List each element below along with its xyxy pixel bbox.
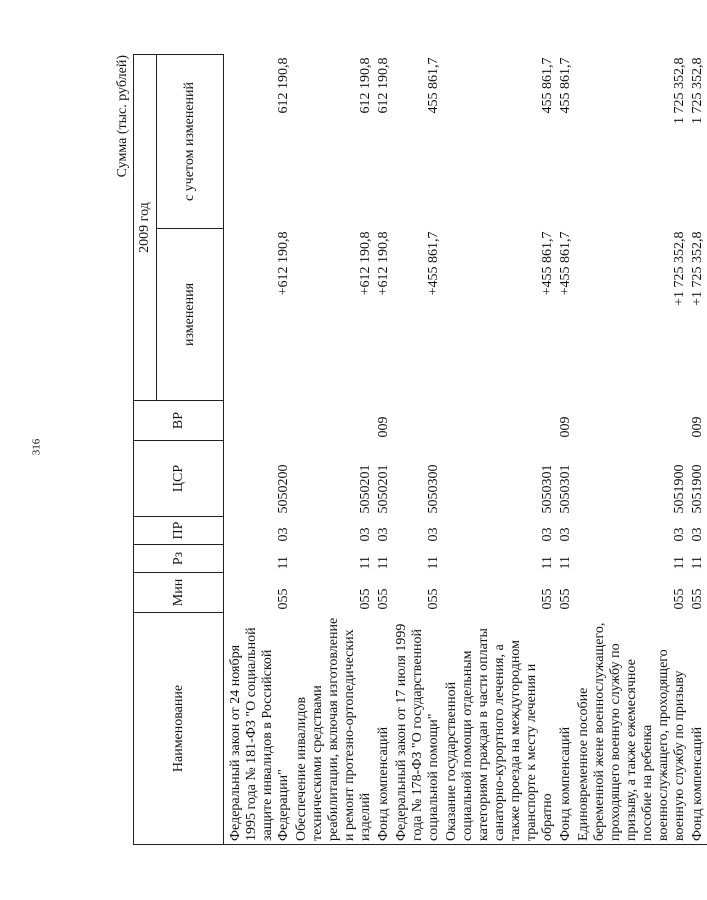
row-rz: 11 <box>358 556 373 570</box>
row-csr: 5050300 <box>426 464 441 514</box>
row-pr: 03 <box>426 527 441 542</box>
table-header <box>134 55 224 845</box>
row-total: 1 725 352,8 <box>672 57 687 124</box>
row-min: 055 <box>276 588 291 610</box>
row-vr <box>224 401 294 441</box>
row-rz: 11 <box>426 556 441 570</box>
row-min: 055 <box>376 588 391 610</box>
row-pr: 03 <box>376 527 391 542</box>
table-row <box>443 55 557 845</box>
row-csr: 5051900 <box>672 464 687 514</box>
row-name: Обеспечение инвалидов техническими средствами реабилитации, включая изготовление и ремонт протезно-ортопедических изделий <box>294 617 373 841</box>
row-min: 055 <box>540 588 555 610</box>
row-total: 612 190,8 <box>276 57 291 114</box>
row-vr: 009 <box>376 416 391 438</box>
header-with-changes: с учетом изменений <box>157 55 224 229</box>
table-row <box>393 55 443 845</box>
header-year: 2009 год <box>134 55 157 401</box>
table-row <box>575 55 689 845</box>
row-changes: +455 861,7 <box>426 231 441 296</box>
row-vr: 009 <box>690 416 705 438</box>
row-name: Федеральный закон от 17 июля 1999 года № 178-ФЗ "О государственной социальной помощи" <box>394 623 441 841</box>
row-total: 1 725 352,8 <box>690 57 705 124</box>
row-pr: 03 <box>276 527 291 542</box>
row-rz: 11 <box>540 556 555 570</box>
row-total: 455 861,7 <box>540 57 555 114</box>
row-csr: 5050301 <box>540 464 555 514</box>
units-label: Сумма (тыс. рублей) <box>115 55 130 178</box>
row-name: Фонд компенсаций <box>376 726 391 841</box>
row-vr <box>443 401 557 441</box>
row-min: 055 <box>358 588 373 610</box>
row-changes: +612 190,8 <box>358 231 373 296</box>
rotated-table-block <box>115 55 705 845</box>
row-name: Фонд компенсаций <box>690 726 705 841</box>
row-pr: 03 <box>358 527 373 542</box>
row-changes: +612 190,8 <box>276 231 291 296</box>
table-row <box>689 55 707 845</box>
row-csr: 5050201 <box>376 464 391 514</box>
table-body <box>224 55 707 845</box>
row-csr: 5050301 <box>558 464 573 514</box>
row-rz: 11 <box>558 556 573 570</box>
row-changes: +1 725 352,8 <box>690 231 705 306</box>
row-pr: 03 <box>690 527 705 542</box>
header-min: Мин <box>134 573 224 613</box>
header-vr: ВР <box>134 401 224 441</box>
row-min: 055 <box>690 588 705 610</box>
row-min: 055 <box>672 588 687 610</box>
table-row <box>224 55 294 845</box>
row-vr <box>293 401 375 441</box>
row-changes: +455 861,7 <box>558 231 573 296</box>
row-rz: 11 <box>672 556 687 570</box>
header-changes: изменения <box>157 229 224 401</box>
table-row <box>557 55 575 845</box>
row-min: 055 <box>558 588 573 610</box>
row-name: Единовременное пособие беременной жене военнослужащего, проходящего военную службу по призыву, а также ежемесячное пособие на ребенка военнослужащего, проходящего военную службу по призыву <box>576 622 687 841</box>
header-name: Наименование <box>134 613 224 845</box>
table-row <box>375 55 393 845</box>
row-total: 455 861,7 <box>426 57 441 114</box>
row-pr: 03 <box>540 527 555 542</box>
row-name: Оказание государственной социальной помощи отдельным категориям граждан в части оплаты санаторно-курортного лечения, а также проезда на междугородном транспорте к месту лечения и обратно <box>444 628 555 841</box>
row-rz: 11 <box>276 556 291 570</box>
row-min: 055 <box>426 588 441 610</box>
header-csr: ЦСР <box>134 441 224 517</box>
row-vr: 009 <box>558 416 573 438</box>
table-row <box>293 55 375 845</box>
header-rz: Рз <box>134 545 224 573</box>
row-csr: 5051900 <box>690 464 705 514</box>
row-total: 455 861,7 <box>558 57 573 114</box>
row-csr: 5050201 <box>358 464 373 514</box>
row-total: 612 190,8 <box>376 57 391 114</box>
row-vr <box>393 401 443 441</box>
header-pr: ПР <box>134 517 224 545</box>
row-total: 612 190,8 <box>358 57 373 114</box>
row-vr <box>575 401 689 441</box>
row-pr: 03 <box>558 527 573 542</box>
page-number: 316 <box>30 438 43 456</box>
row-changes: +612 190,8 <box>376 231 391 296</box>
row-rz: 11 <box>690 556 705 570</box>
row-csr: 5050200 <box>276 464 291 514</box>
row-name: Федеральный закон от 24 ноября 1995 года № 181-ФЗ "О социальной защите инвалидов в Российской Федерации" <box>228 627 291 841</box>
row-pr: 03 <box>672 527 687 542</box>
row-name: Фонд компенсаций <box>558 726 573 841</box>
row-changes: +1 725 352,8 <box>672 231 687 306</box>
budget-table <box>133 54 707 845</box>
row-changes: +455 861,7 <box>540 231 555 296</box>
row-rz: 11 <box>376 556 391 570</box>
